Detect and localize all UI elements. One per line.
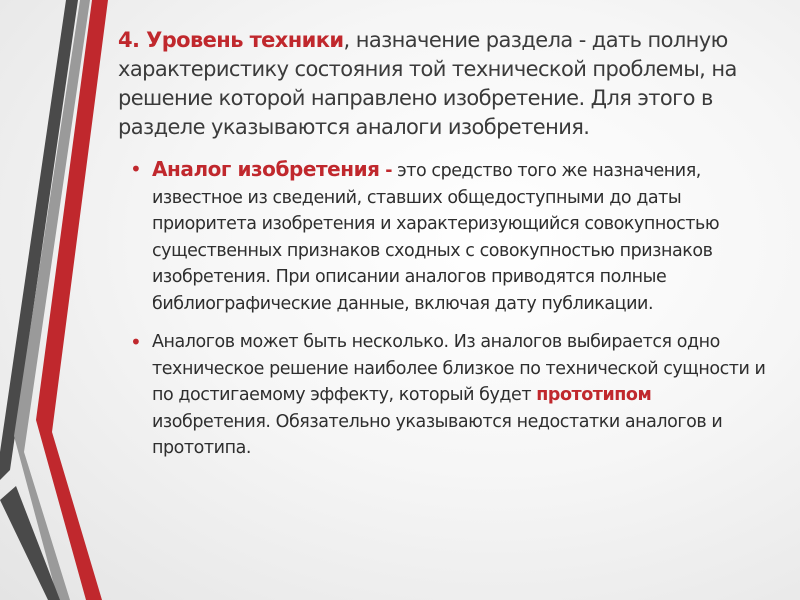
section-heading-title: 4. Уровень техники (118, 28, 344, 52)
analog-definition-text: это средство того же назначения, известное из сведений, ставших общедоступными до даты приоритета изобретения и характеризующийся совокупностью существенных признаков сходных с совокупностью признаков изобретения. При описании аналогов приводятся полные библиографические данные, включая дату публикации. (152, 161, 720, 314)
slide-content (112, 26, 772, 474)
prototype-text-after: изобретения. Обязательно указываются недостатки аналогов и прототипа. (152, 411, 723, 458)
analog-term-dash: - (379, 161, 393, 181)
prototype-text-before: Аналогов может быть несколько. Из аналогов выбирается одно техническое решение наиболее близкое по технической сущности и по достигаемому эффекту, который будет (152, 332, 766, 405)
prototype-highlight: прототипом (536, 385, 652, 405)
section-heading-paragraph (118, 26, 772, 142)
bullet-dot-icon: • (130, 330, 142, 354)
analog-term: Аналог изобретения (152, 157, 380, 181)
stripe-red (36, 0, 108, 600)
stripe-gray (14, 0, 90, 600)
bullet-prototype (130, 329, 772, 462)
stripe-dark-right (0, 486, 60, 600)
bullet-analog-definition (130, 156, 772, 317)
bullet-dot-icon: • (130, 157, 142, 181)
stripe-dark-left (0, 0, 78, 480)
section-heading-text: , назначение раздела - дать полную характеристику состояния той технической проблемы, на решение которой направлено изобретение. Для этого в разделе указываются аналоги изобретения. (118, 28, 737, 139)
